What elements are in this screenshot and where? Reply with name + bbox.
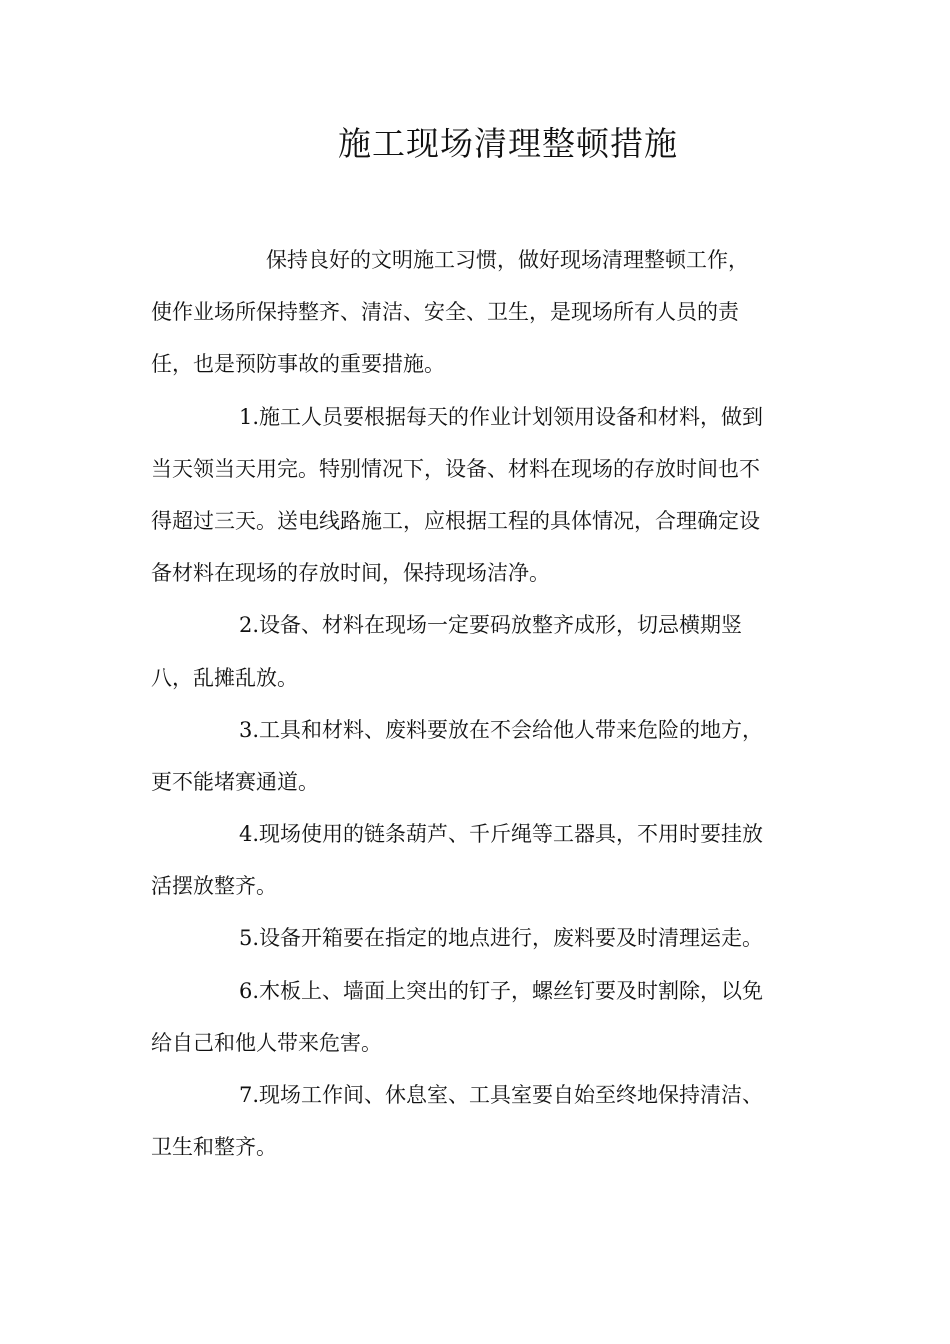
item-paragraph-4 (151, 808, 801, 912)
paragraph-line: 4.现场使用的链条葫芦、千斤绳等工器具，不用时要挂放 (239, 822, 764, 847)
paragraph-line: 卫生和整齐。 (151, 1135, 277, 1160)
paragraph-line: 更不能堵赛通道。 (151, 769, 319, 794)
paragraph-line: 7.现场工作间、休息室、工具室要自始至终地保持清洁、 (239, 1083, 764, 1107)
paragraph-line: 得超过三天。送电线路施工，应根据工程的具体情况，合理确定设 (151, 508, 760, 533)
paragraph-line: 使作业场所保持整齐、清洁、安全、卫生，是现场所有人员的责 (151, 300, 739, 325)
paragraph-line: 备材料在现场的存放时间，保持现场洁净。 (151, 561, 550, 586)
paragraph-line: 保持良好的文明施工习惯，做好现场清理整顿工作， (266, 248, 749, 272)
document-body (151, 234, 801, 1173)
item-paragraph-5 (151, 912, 801, 964)
paragraph-line: 3.工具和材料、废料要放在不会给他人带来危险的地方， (239, 717, 764, 742)
paragraph-line: 八，乱摊乱放。 (151, 665, 298, 690)
item-paragraph-1 (151, 391, 801, 600)
paragraph-line: 1.施工人员要根据每天的作业计划领用设备和材料，做到 (239, 404, 764, 429)
page-title: 施工现场清理整顿措施 (338, 124, 678, 163)
paragraph-line: 6.木板上、墙面上突出的钉子，螺丝钉要及时割除，以免 (239, 978, 764, 1003)
paragraph-line: 任，也是预防事故的重要措施。 (151, 352, 445, 377)
paragraph-line: 当天领当天用完。特别情况下，设备、材料在现场的存放时间也不 (151, 456, 760, 481)
intro-paragraph (151, 234, 801, 391)
item-paragraph-7 (151, 1069, 801, 1173)
paragraph-line: 给自己和他人带来危害。 (151, 1030, 382, 1055)
paragraph-line: 活摆放整齐。 (151, 874, 277, 899)
item-paragraph-6 (151, 965, 801, 1069)
paragraph-line: 5.设备开箱要在指定的地点进行，废料要及时清理运走。 (239, 926, 764, 951)
item-paragraph-2 (151, 599, 801, 703)
paragraph-line: 2.设备、材料在现场一定要码放整齐成形，切忌横期竖 (239, 613, 743, 638)
item-paragraph-3 (151, 704, 801, 808)
